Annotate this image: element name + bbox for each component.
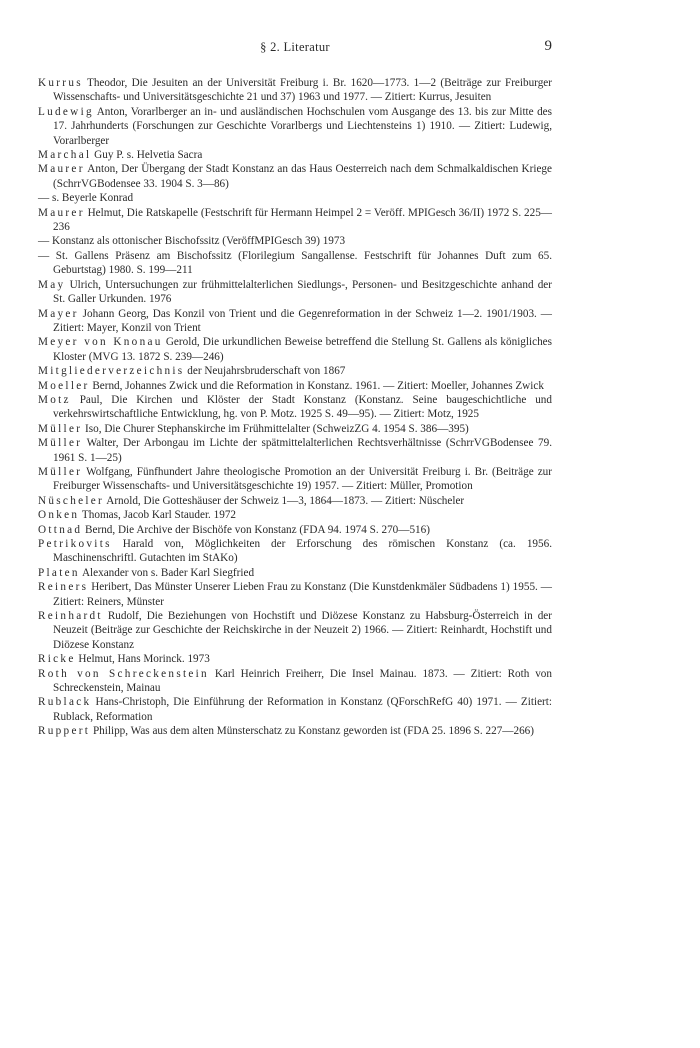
bibliography-entry (38, 422, 552, 436)
bibliography-entry (38, 652, 552, 666)
entry-author: Ruppert (38, 725, 91, 738)
entry-text: Anton, Der Übergang der Stadt Konstanz an das Haus Oesterreich nach dem Schmalkaldischen Kriege (SchrrVGBodensee 33. 1904 S. 3—86) (53, 163, 552, 190)
entry-text: Bernd, Johannes Zwick und die Reformation in Konstanz. 1961. — Zitiert: Moeller, Johannes Zwick (89, 379, 544, 392)
entry-text: Helmut, Die Ratskapelle (Festschrift für Hermann Heimpel 2 = Veröff. MPIGesch 36/II) 1972 S. 225—236 (53, 206, 552, 234)
entry-author: Meyer von Knonau (38, 336, 163, 349)
entry-text: Helmut, Hans Morinck. 1973 (75, 653, 210, 666)
page-header (38, 40, 552, 62)
entry-author: Müller (38, 422, 83, 435)
entry-text: Bernd, Die Archive der Bischöfe von Konstanz (FDA 94. 1974 S. 270—516) (82, 523, 430, 536)
entry-author: Müller (38, 465, 83, 478)
entry-text: Arnold, Die Gotteshäuser der Schweiz 1—3, 1864—1873. — Zitiert: Nüscheler (104, 494, 465, 507)
entry-text: Iso, Die Churer Stephanskirche im Frühmittelalter (SchweizZG 4. 1954 S. 386—395) (82, 422, 469, 435)
entry-author: Ottnad (38, 523, 83, 536)
page-number: 9 (544, 38, 552, 54)
entry-text: der Neujahrsbruderschaft von 1867 (184, 365, 346, 378)
bibliography-entry (38, 393, 552, 422)
bibliography-entry (38, 379, 552, 393)
entry-text: Heribert, Das Münster Unserer Lieben Frau zu Konstanz (Die Kunstdenkmäler Südbadens 1) 1955. — Zitiert: Reiners, Münster (53, 581, 552, 608)
entry-author: Moeller (38, 379, 90, 392)
bibliography-entry (38, 537, 552, 566)
entry-author: Maurer (38, 163, 85, 176)
entry-text: Guy P. s. Helvetia Sacra (91, 149, 203, 162)
entry-author: Roth von Schreckenstein (38, 667, 209, 680)
entry-text: Wolfgang, Fünfhundert Jahre theologische Promotion an der Universität Freiburg i. Br. (Beiträge zur Freiburger Wissenschafts- und Universitätsgeschichte 19) 1957. — Zitiert: Müller, Promotion (53, 465, 552, 493)
entry-dash: — (38, 249, 50, 262)
bibliography-entry (38, 307, 552, 336)
bibliography-entry (38, 566, 552, 580)
entry-text: Philipp, Was aus dem alten Münsterschatz zu Konstanz geworden ist (FDA 25. 1896 S. 227—266) (90, 725, 535, 738)
bibliography-entry (38, 364, 552, 378)
entry-text: Rudolf, Die Beziehungen von Hochstift und Diözese Konstanz zu Habsburg-Österreich in der Neuzeit (Beiträge zur Geschichte der Reichskirche in der Neuzeit 2) 1966. — Zitiert: Reinhardt, Hochstift und Diözese Konstanz (53, 610, 552, 651)
bibliography-entry (38, 191, 552, 205)
entry-dash: — (38, 235, 50, 248)
bibliography-entry (38, 609, 552, 652)
entry-author: Kurrus (38, 77, 83, 89)
section-title: § 2. Literatur (260, 40, 330, 54)
bibliography-entry (38, 148, 552, 162)
bibliography-entry (38, 162, 552, 191)
entry-text: Thomas, Jacob Karl Stauder. 1972 (79, 509, 237, 522)
bibliography-entry (38, 335, 552, 364)
entry-text: Johann Georg, Das Konzil von Trient und die Gegenreformation in der Schweiz 1—2. 1901/1903. — Zitiert: Mayer, Konzil von Trient (53, 307, 552, 334)
bibliography-entry (38, 508, 552, 522)
entry-author: Motz (38, 393, 71, 406)
entry-text: s. Beyerle Konrad (49, 192, 134, 205)
bibliography-entry (38, 667, 552, 696)
bibliography-entry (38, 249, 552, 278)
bibliography-entry (38, 724, 552, 738)
bibliography-entry (38, 278, 552, 307)
bibliography-entry (38, 580, 552, 609)
entry-text: Walter, Der Arbongau im Lichte der spätmittelalterlichen Rechtsverhältnisse (SchrrVGBodensee 79. 1961 S. 1—25) (53, 437, 552, 464)
entry-author: Rublack (38, 696, 92, 709)
entry-author: Reinhardt (38, 610, 103, 623)
entry-author: Müller (38, 437, 83, 450)
entry-author: Petrikovits (38, 538, 112, 550)
entry-text: Hans-Christoph, Die Einführung der Reformation in Konstanz (QForschRefG 40) 1971. — Zitiert: Rublack, Reformation (53, 696, 552, 723)
entry-text: Gerold, Die urkundlichen Beweise betreffend die Stellung St. Gallens als königliches Kloster (MVG 13. 1872 S. 239—246) (53, 336, 552, 363)
bibliography-entry (38, 695, 552, 724)
entry-dash: — (38, 192, 50, 205)
bibliography-entry (38, 436, 552, 465)
bibliography-entry (38, 523, 552, 537)
bibliography-entry (38, 206, 552, 235)
entry-text: Karl Heinrich Freiherr, Die Insel Mainau. 1873. — Zitiert: Roth von Schreckenstein, Mainau (53, 667, 552, 695)
entry-text: St. Gallens Präsenz am Bischofssitz (Florilegium Sangallense. Festschrift für Johannes Duft zum 65. Geburtstag) 1980. S. 199—211 (49, 249, 552, 277)
entry-author: Mayer (38, 307, 79, 320)
bibliography-entry (38, 76, 552, 105)
entry-author: Reiners (38, 581, 89, 594)
entry-author: Onken (38, 509, 80, 522)
bibliography-entry (38, 494, 552, 508)
entry-author: Maurer (38, 206, 85, 219)
bibliography-entry (38, 234, 552, 248)
entry-text: Alexander von s. Bader Karl Siegfried (79, 566, 255, 579)
bibliography-entry (38, 465, 552, 494)
entry-author: Marchal (38, 149, 92, 162)
entry-author: Nüscheler (38, 494, 105, 507)
entry-text: Anton, Vorarlberger an in- und ausländischen Hochschulen vom Ausgange des 13. bis zur Mitte des 17. Jahrhunderts (Forschungen zur Geschichte Vorarlbergs und Liechtensteins 1) 1910. — Zitiert: Ludewig, Vorarlberger (53, 105, 552, 147)
entry-author: Ludewig (38, 105, 94, 118)
entry-text: Paul, Die Kirchen und Klöster der Stadt Konstanz (Konstanz. Seine baugeschichtliche und verkehrswirtschaftliche Entwicklung, hg. von P. Motz. 1925 S. 49—95). — Zitiert: Motz, 1925 (53, 393, 552, 421)
entry-text: Ulrich, Untersuchungen zur frühmittelalterlichen Siedlungs-, Personen- und Besitzgeschichte anhand der St. Galler Urkunden. 1976 (53, 278, 552, 306)
entry-text: Konstanz als ottonischer Bischofssitz (VeröffMPIGesch 39) 1973 (49, 235, 346, 248)
entry-author: Mitgliederverzeichnis (38, 365, 185, 378)
entry-text: Harald von, Möglichkeiten der Erforschung des römischen Konstanz (ca. 1956. Maschinenschriftl. Gutachten im StAKo) (53, 538, 552, 565)
entry-text: Theodor, Die Jesuiten an der Universität Freiburg i. Br. 1620—1773. 1—2 (Beiträge zur Freiburger Wissenschafts- und Universitätsgeschichte 21 und 37) 1963 und 1977. — Zitiert: Kurrus, Jesuiten (53, 77, 552, 104)
bibliography-entry (38, 105, 552, 148)
entry-author: May (38, 278, 66, 291)
entry-author: Platen (38, 566, 80, 579)
entry-author: Ricke (38, 653, 76, 666)
bibliography-list (38, 76, 552, 739)
